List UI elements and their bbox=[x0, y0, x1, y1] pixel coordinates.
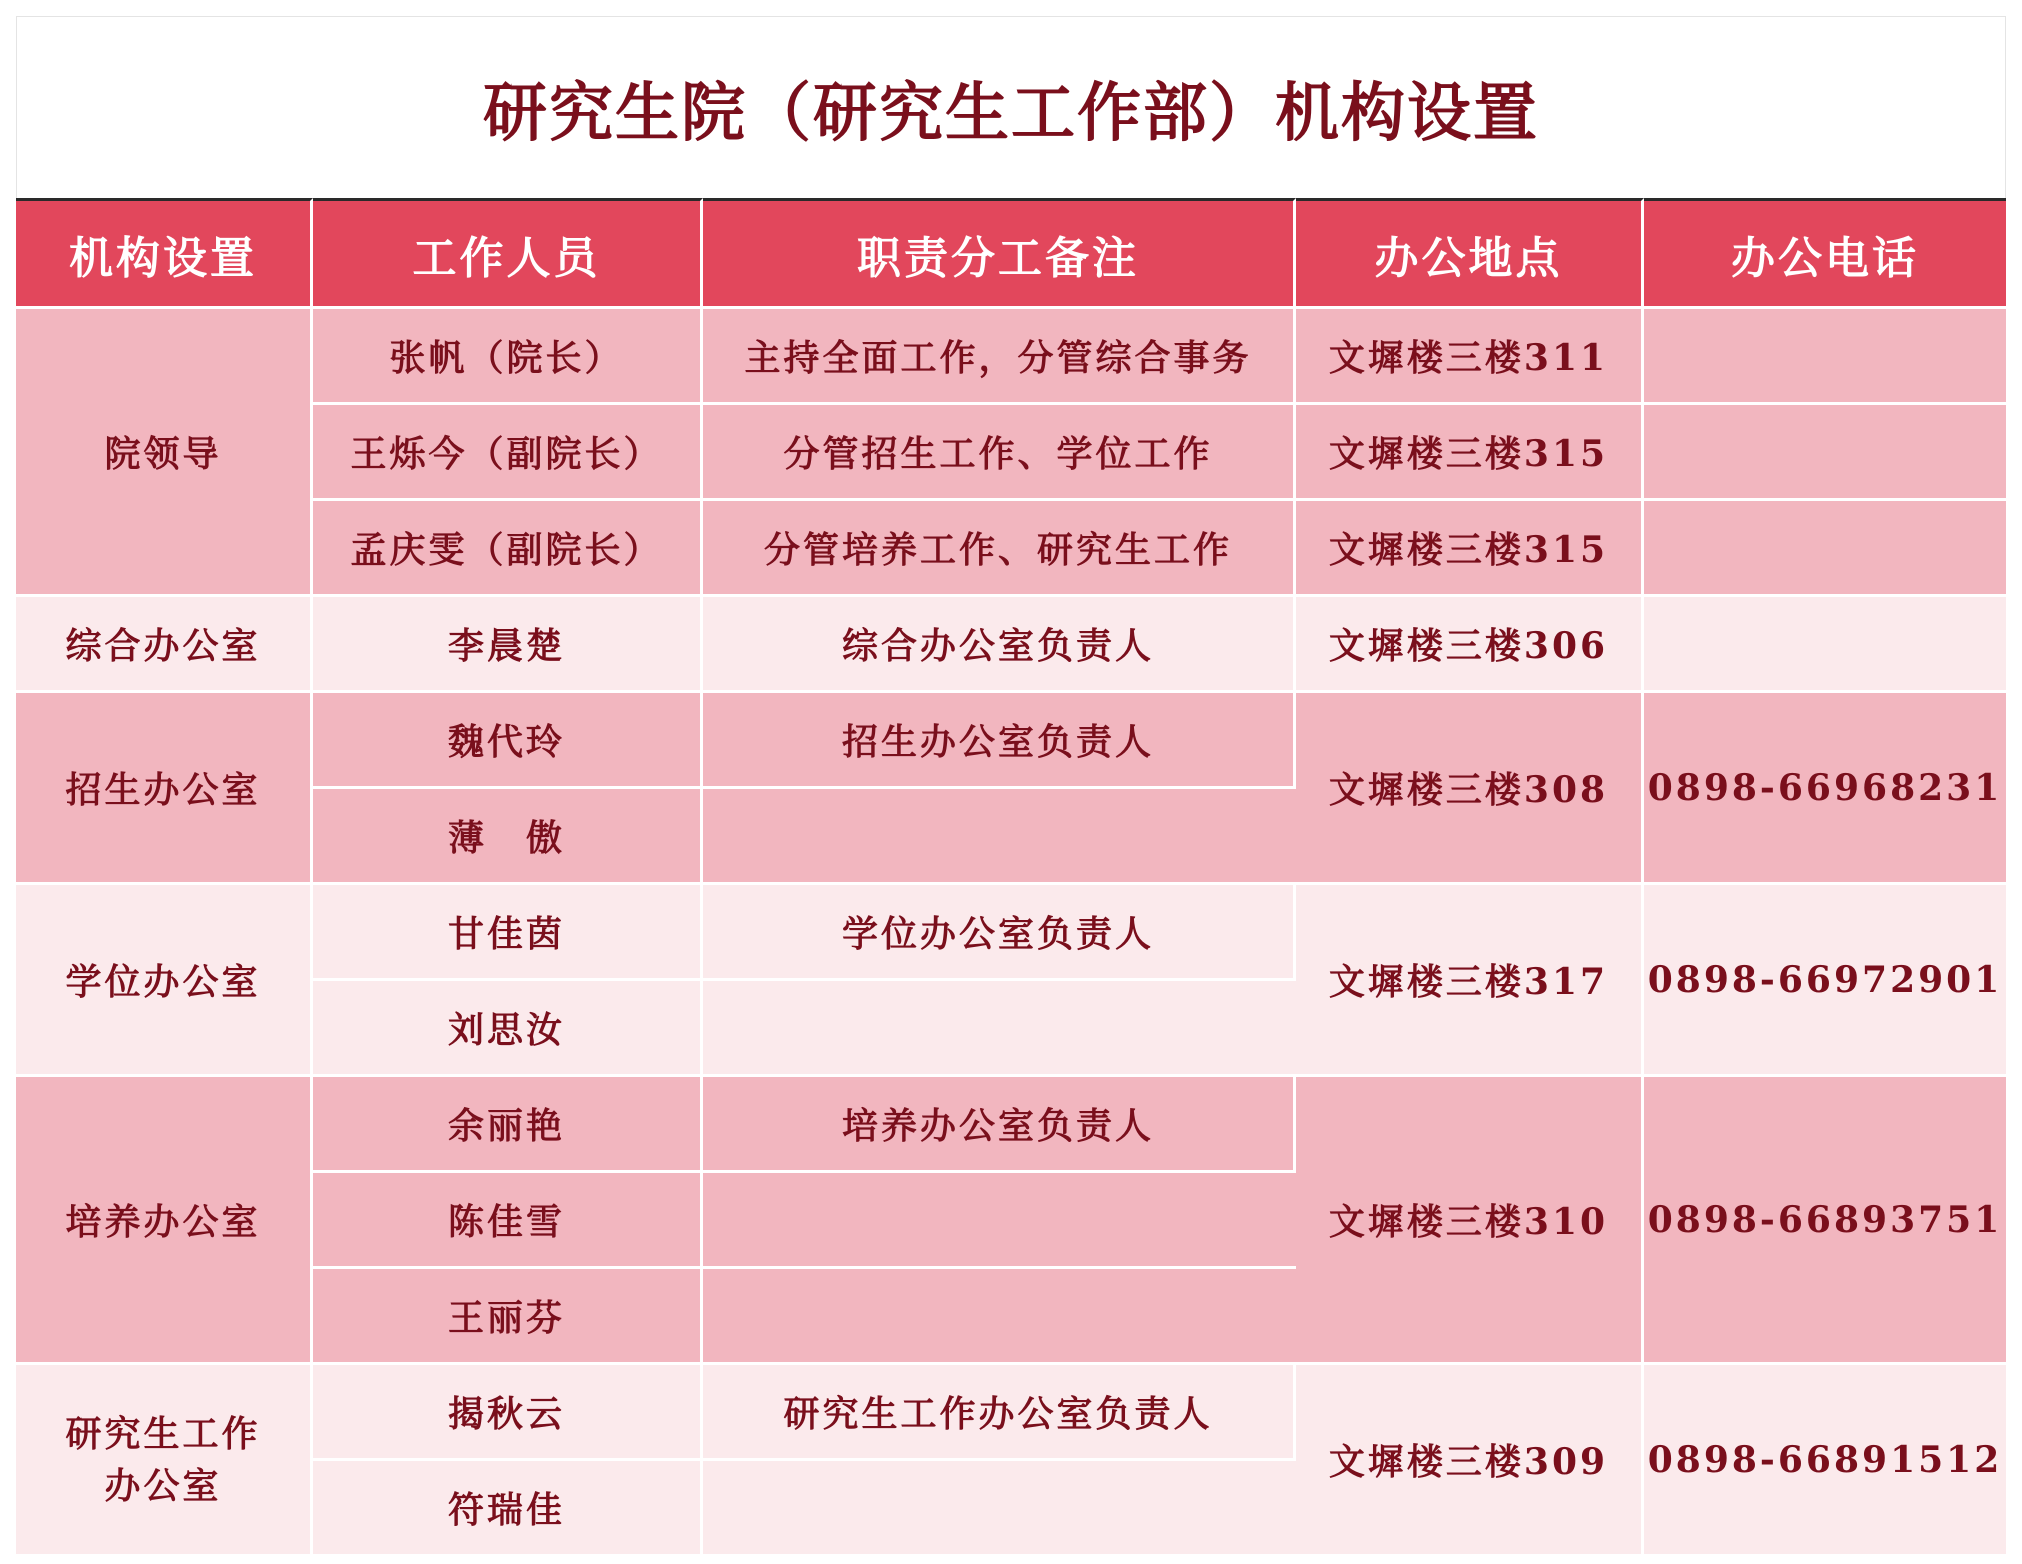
duty-cell: 培养办公室负责人 bbox=[703, 1077, 1296, 1173]
location-cell: 文墀楼三楼308 bbox=[1296, 693, 1644, 885]
page-title: 研究生院（研究生工作部）机构设置 bbox=[483, 76, 1539, 151]
dept-cell: 综合办公室 bbox=[16, 597, 313, 693]
duty-cell-empty bbox=[703, 789, 1296, 885]
dept-cell: 院领导 bbox=[16, 309, 313, 597]
header-phone: 办公电话 bbox=[1644, 198, 2006, 309]
duty-cell: 综合办公室负责人 bbox=[703, 597, 1296, 693]
header-dept: 机构设置 bbox=[16, 198, 313, 309]
duty-cell: 学位办公室负责人 bbox=[703, 885, 1296, 981]
staff-cell: 魏代玲 bbox=[313, 693, 703, 789]
staff-cell: 揭秋云 bbox=[313, 1365, 703, 1461]
location-cell: 文墀楼三楼311 bbox=[1296, 309, 1644, 405]
table-row bbox=[16, 309, 2006, 405]
duty-cell: 分管培养工作、研究生工作 bbox=[703, 501, 1296, 597]
title-box bbox=[16, 16, 2006, 199]
table-row bbox=[16, 693, 2006, 789]
staff-cell: 余丽艳 bbox=[313, 1077, 703, 1173]
phone-cell bbox=[1644, 597, 2006, 693]
duty-cell: 主持全面工作，分管综合事务 bbox=[703, 309, 1296, 405]
header-row bbox=[16, 198, 2006, 309]
duty-cell-empty bbox=[703, 1461, 1296, 1557]
table-row bbox=[16, 501, 2006, 597]
location-cell: 文墀楼三楼310 bbox=[1296, 1077, 1644, 1365]
header-location: 办公地点 bbox=[1296, 198, 1644, 309]
duty-cell: 分管招生工作、学位工作 bbox=[703, 405, 1296, 501]
dept-line-1: 研究生工作 bbox=[65, 1412, 261, 1455]
staff-cell: 张帆（院长） bbox=[313, 309, 703, 405]
duty-cell: 研究生工作办公室负责人 bbox=[703, 1365, 1296, 1461]
dept-cell: 招生办公室 bbox=[16, 693, 313, 885]
phone-cell bbox=[1644, 309, 2006, 405]
dept-cell: 学位办公室 bbox=[16, 885, 313, 1077]
staff-cell: 孟庆雯（副院长） bbox=[313, 501, 703, 597]
org-table bbox=[16, 198, 2006, 1557]
table-row bbox=[16, 405, 2006, 501]
table-row bbox=[16, 1365, 2006, 1461]
location-cell: 文墀楼三楼306 bbox=[1296, 597, 1644, 693]
staff-cell: 甘佳茵 bbox=[313, 885, 703, 981]
duty-cell-empty bbox=[703, 981, 1296, 1077]
location-cell: 文墀楼三楼317 bbox=[1296, 885, 1644, 1077]
location-cell: 文墀楼三楼309 bbox=[1296, 1365, 1644, 1557]
org-structure-sheet bbox=[16, 16, 2006, 1548]
staff-cell: 陈佳雪 bbox=[313, 1173, 703, 1269]
table-row bbox=[16, 1077, 2006, 1173]
location-cell: 文墀楼三楼315 bbox=[1296, 405, 1644, 501]
staff-cell: 王烁今（副院长） bbox=[313, 405, 703, 501]
staff-cell: 薄 傲 bbox=[313, 789, 703, 885]
dept-cell: 培养办公室 bbox=[16, 1077, 313, 1365]
staff-cell: 刘思汝 bbox=[313, 981, 703, 1077]
phone-cell bbox=[1644, 405, 2006, 501]
staff-cell: 李晨楚 bbox=[313, 597, 703, 693]
dept-cell bbox=[16, 1365, 313, 1557]
header-duty: 职责分工备注 bbox=[703, 198, 1296, 309]
duty-cell: 招生办公室负责人 bbox=[703, 693, 1296, 789]
phone-cell: 0898-66968231 bbox=[1644, 693, 2006, 885]
phone-cell bbox=[1644, 501, 2006, 597]
phone-cell: 0898-66972901 bbox=[1644, 885, 2006, 1077]
staff-cell: 王丽芬 bbox=[313, 1269, 703, 1365]
staff-cell: 符瑞佳 bbox=[313, 1461, 703, 1557]
dept-line-2: 办公室 bbox=[104, 1464, 222, 1507]
table-row bbox=[16, 597, 2006, 693]
location-cell: 文墀楼三楼315 bbox=[1296, 501, 1644, 597]
phone-cell: 0898-66893751 bbox=[1644, 1077, 2006, 1365]
table-row bbox=[16, 885, 2006, 981]
duty-cell-empty bbox=[703, 1173, 1296, 1269]
phone-cell: 0898-66891512 bbox=[1644, 1365, 2006, 1557]
duty-cell-empty bbox=[703, 1269, 1296, 1365]
header-staff: 工作人员 bbox=[313, 198, 703, 309]
